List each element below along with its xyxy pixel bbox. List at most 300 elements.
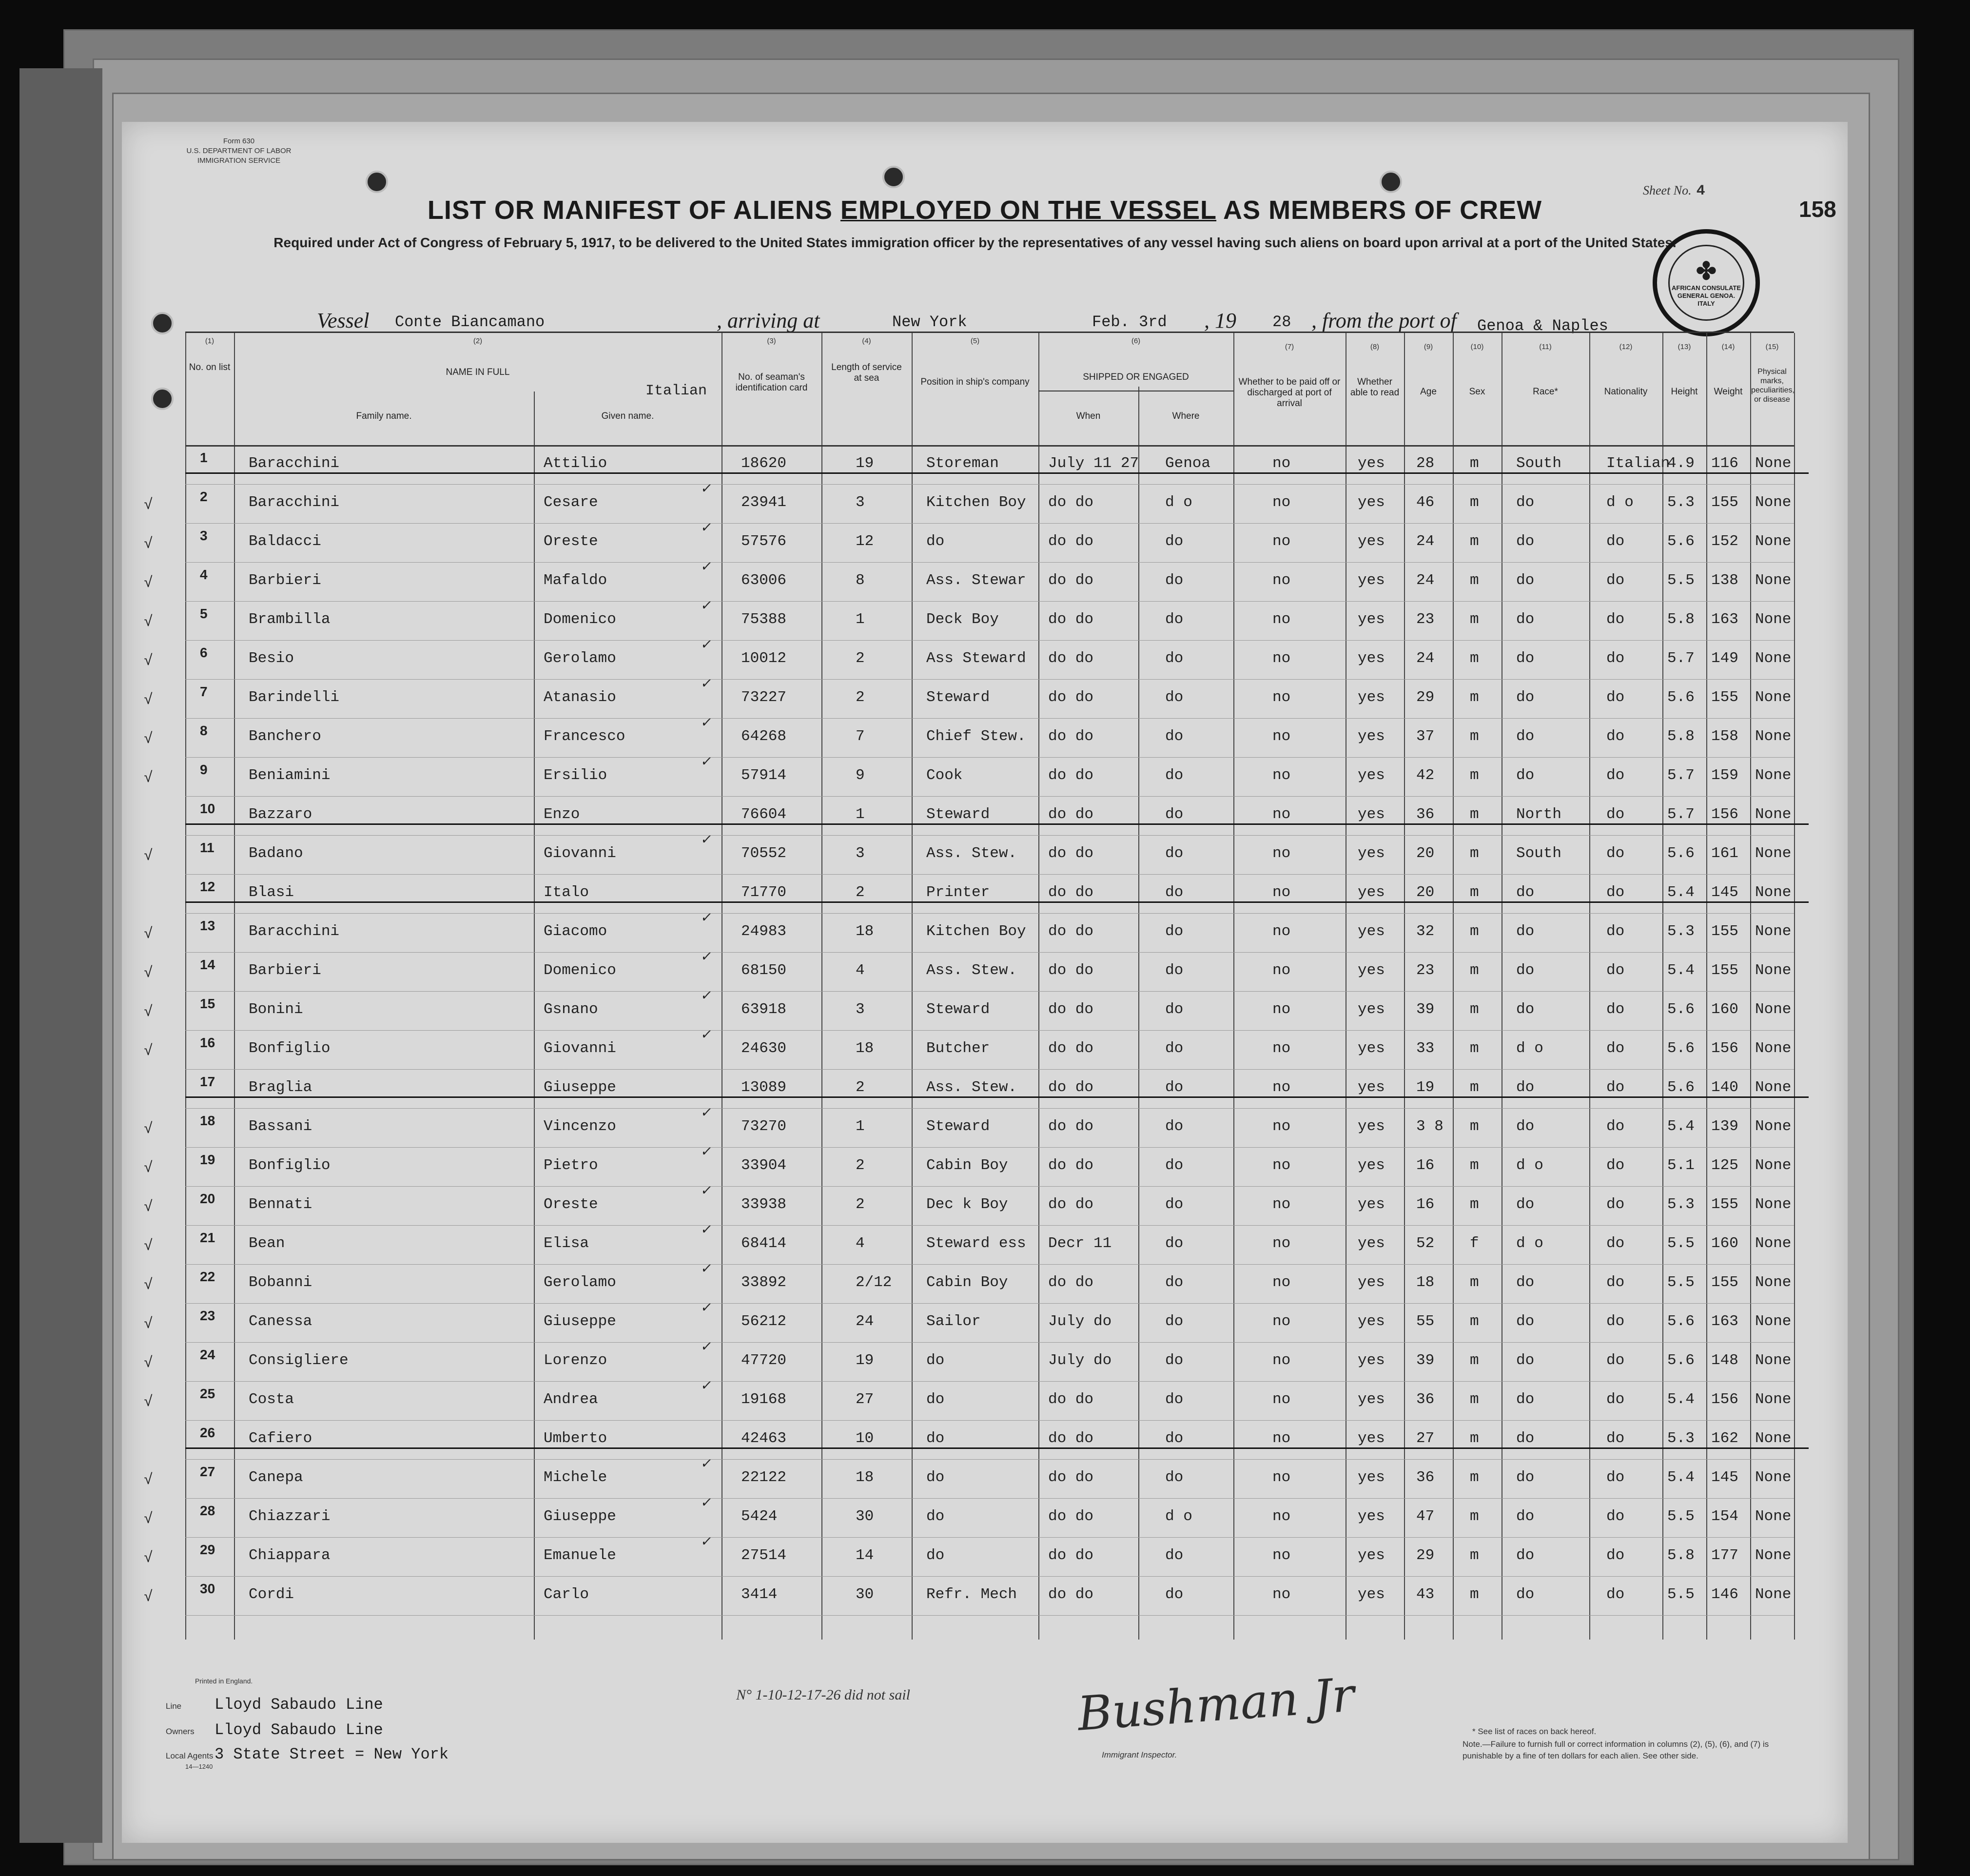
shipped-when: July 11 27 — [1048, 455, 1139, 472]
race: do — [1516, 1118, 1535, 1135]
punch-hole — [1380, 171, 1402, 193]
weight: 163 — [1711, 1313, 1738, 1330]
shipped-when: do do — [1048, 1274, 1094, 1291]
service-length: 3 — [856, 845, 865, 862]
given-name: Domenico — [544, 962, 616, 979]
age: 29 — [1416, 689, 1435, 706]
position: Deck Boy — [926, 611, 999, 628]
height: 5.8 — [1667, 611, 1695, 628]
physical-marks: None — [1755, 923, 1792, 940]
given-name: Giuseppe — [544, 1079, 616, 1096]
checkmark-icon: ✓ — [700, 1300, 713, 1317]
service-length: 9 — [856, 767, 865, 784]
row-rule — [185, 1069, 1794, 1070]
checkmark-icon: ✓ — [700, 1222, 713, 1239]
sex: m — [1470, 1157, 1479, 1174]
paid-off: no — [1272, 728, 1291, 745]
shipped-where: do — [1165, 806, 1184, 823]
service-length: 14 — [856, 1547, 874, 1564]
weight: 155 — [1711, 962, 1738, 979]
age: 36 — [1416, 806, 1435, 823]
row-number: 27 — [200, 1464, 215, 1479]
nationality: do — [1606, 767, 1625, 784]
binder-edge — [20, 68, 102, 1843]
age: 33 — [1416, 1040, 1435, 1057]
table-row — [144, 832, 1794, 883]
weight: 155 — [1711, 1274, 1738, 1291]
nationality: do — [1606, 1508, 1625, 1525]
col-num: (5) — [970, 337, 980, 345]
able-to-read: yes — [1358, 1157, 1385, 1174]
service-length: 19 — [856, 455, 874, 472]
col-num: (7) — [1285, 343, 1294, 351]
shipped-when: do do — [1048, 572, 1094, 589]
service: IMMIGRATION SERVICE — [197, 156, 281, 165]
family-name: Barbieri — [249, 962, 321, 979]
subtitle: Required under Act of Congress of February 5, 1917, to be delivered to the United States immigration officer by the representatives of any vessel having such aliens on board upon arrival at a port of the United States. — [273, 235, 1677, 250]
family-name: Costa — [249, 1391, 294, 1408]
height: 5.5 — [1667, 572, 1695, 589]
checkmark-icon: ✓ — [700, 715, 713, 732]
checkmark-icon: √ — [144, 1277, 153, 1294]
given-name: Attilio — [544, 455, 607, 472]
checkmark-icon: √ — [144, 692, 153, 709]
shipped-when: do do — [1048, 1118, 1094, 1135]
weight: 161 — [1711, 845, 1738, 862]
strikethrough-line — [185, 1096, 1809, 1098]
table-row — [144, 1300, 1794, 1351]
stamp-inner — [1668, 245, 1744, 321]
family-name: Baldacci — [249, 533, 321, 550]
position: Chief Stew. — [926, 728, 1026, 745]
paid-off: no — [1272, 767, 1291, 784]
age: 47 — [1416, 1508, 1435, 1525]
checkmark-icon: √ — [144, 1511, 153, 1528]
physical-marks: None — [1755, 1547, 1792, 1564]
row-rule — [185, 874, 1794, 875]
service-length: 1 — [856, 806, 865, 823]
sex: m — [1470, 1313, 1479, 1330]
paid-off: no — [1272, 1352, 1291, 1369]
age: 28 — [1416, 455, 1435, 472]
printed-note: Printed in England. — [195, 1677, 253, 1685]
nationality: do — [1606, 1079, 1625, 1096]
sex: m — [1470, 1586, 1479, 1603]
arriving-label: , arriving at — [717, 309, 820, 332]
given-name: Pietro — [544, 1157, 598, 1174]
weight: 146 — [1711, 1586, 1738, 1603]
checkmark-icon: √ — [144, 848, 153, 865]
able-to-read: yes — [1358, 923, 1385, 940]
sex: m — [1470, 962, 1479, 979]
consulate-stamp — [1653, 229, 1760, 336]
card-number: 18620 — [741, 455, 787, 472]
physical-marks: None — [1755, 1001, 1792, 1018]
row-rule — [185, 601, 1794, 602]
checkmark-icon: ✓ — [700, 832, 713, 849]
row-rule — [185, 952, 1794, 953]
shipped-when: do do — [1048, 1586, 1094, 1603]
nationality: do — [1606, 1235, 1625, 1252]
age: 16 — [1416, 1157, 1435, 1174]
height: 5.6 — [1667, 1352, 1695, 1369]
able-to-read: yes — [1358, 1079, 1385, 1096]
header-age: Age — [1420, 387, 1437, 397]
sex: m — [1470, 923, 1479, 940]
age: 18 — [1416, 1274, 1435, 1291]
shipped-where: do — [1165, 1391, 1184, 1408]
shipped-when: do do — [1048, 728, 1094, 745]
paid-off: no — [1272, 1040, 1291, 1057]
table-row — [144, 1456, 1794, 1507]
service-length: 27 — [856, 1391, 874, 1408]
row-rule — [185, 1381, 1794, 1382]
height: 5.6 — [1667, 845, 1695, 862]
checkmark-icon: √ — [144, 1355, 153, 1372]
checkmark-icon: ✓ — [700, 1105, 713, 1122]
service-length: 2 — [856, 689, 865, 706]
paid-off: no — [1272, 1391, 1291, 1408]
able-to-read: yes — [1358, 1508, 1385, 1525]
weight: 125 — [1711, 1157, 1738, 1174]
row-rule — [185, 1459, 1794, 1460]
race: do — [1516, 1196, 1535, 1213]
checkmark-icon: √ — [144, 1550, 153, 1567]
row-number: 24 — [200, 1347, 215, 1362]
weight: 177 — [1711, 1547, 1738, 1564]
family-name: Brambilla — [249, 611, 331, 628]
age: 36 — [1416, 1391, 1435, 1408]
height: 5.3 — [1667, 494, 1695, 511]
row-number: 7 — [200, 684, 208, 699]
given-name: Oreste — [544, 533, 598, 550]
nationality: do — [1606, 845, 1625, 862]
given-name: Vincenzo — [544, 1118, 616, 1135]
given-name: Giuseppe — [544, 1508, 616, 1525]
card-number: 73227 — [741, 689, 787, 706]
card-number: 24630 — [741, 1040, 787, 1057]
row-rule — [185, 1030, 1794, 1031]
row-number: 29 — [200, 1542, 215, 1557]
height: 5.5 — [1667, 1235, 1695, 1252]
position: do — [926, 533, 945, 550]
row-rule — [185, 1420, 1794, 1421]
physical-marks: None — [1755, 455, 1792, 472]
position: Printer — [926, 884, 990, 901]
checkmark-icon: ✓ — [700, 1456, 713, 1473]
shipped-when: July do — [1048, 1313, 1112, 1330]
position: Dec k Boy — [926, 1196, 1008, 1213]
able-to-read: yes — [1358, 1274, 1385, 1291]
position: Steward — [926, 1001, 990, 1018]
header-given: Given name. — [601, 411, 654, 421]
sex: m — [1470, 1547, 1479, 1564]
card-number: 68414 — [741, 1235, 787, 1252]
weight: 163 — [1711, 611, 1738, 628]
checkmark-icon: ✓ — [700, 988, 713, 1005]
strikethrough-line — [185, 823, 1809, 825]
height: 5.8 — [1667, 1547, 1695, 1564]
table-row — [144, 1495, 1794, 1546]
paid-off: no — [1272, 1586, 1291, 1603]
owners-label: Owners — [166, 1727, 195, 1736]
given-name: Ersilio — [544, 767, 607, 784]
weight: 138 — [1711, 572, 1738, 589]
service-length: 30 — [856, 1586, 874, 1603]
col-num: (2) — [473, 337, 483, 345]
arrival-port: New York — [892, 313, 967, 331]
race: d o — [1516, 1040, 1543, 1057]
col-num: (6) — [1131, 337, 1141, 345]
row-number: 11 — [200, 840, 215, 855]
physical-marks: None — [1755, 1352, 1792, 1369]
height: 5.8 — [1667, 728, 1695, 745]
checkmark-icon: √ — [144, 1394, 153, 1411]
page-number: 158 — [1799, 196, 1836, 222]
age: 19 — [1416, 1079, 1435, 1096]
agents-value: 3 State Street = New York — [215, 1745, 449, 1763]
department: U.S. DEPARTMENT OF LABOR — [186, 147, 292, 155]
manifest-sheet — [122, 122, 1848, 1843]
checkmark-icon: √ — [144, 653, 153, 670]
shipped-when: do do — [1048, 611, 1094, 628]
sex: m — [1470, 1274, 1479, 1291]
position: Ass. Stew. — [926, 1079, 1017, 1096]
vessel-label: Vessel — [317, 309, 370, 332]
weight: 140 — [1711, 1079, 1738, 1096]
weight: 145 — [1711, 1469, 1738, 1486]
race: do — [1516, 728, 1535, 745]
shipped-when: do do — [1048, 1430, 1094, 1447]
family-name: Canepa — [249, 1469, 303, 1486]
height: 5.3 — [1667, 923, 1695, 940]
able-to-read: yes — [1358, 1040, 1385, 1057]
nationality: do — [1606, 1430, 1625, 1447]
shipped-where: do — [1165, 1079, 1184, 1096]
age: 32 — [1416, 923, 1435, 940]
able-to-read: yes — [1358, 1586, 1385, 1603]
given-name: Michele — [544, 1469, 607, 1486]
height: 5.6 — [1667, 1313, 1695, 1330]
sex: m — [1470, 689, 1479, 706]
header-sex: Sex — [1469, 387, 1485, 397]
table-row — [144, 1378, 1794, 1429]
position: Refr. Mech — [926, 1586, 1017, 1603]
sex: m — [1470, 1118, 1479, 1135]
age: 27 — [1416, 1430, 1435, 1447]
family-name: Bazzaro — [249, 806, 312, 823]
family-name: Bassani — [249, 1118, 312, 1135]
able-to-read: yes — [1358, 1352, 1385, 1369]
height: 5.7 — [1667, 650, 1695, 667]
physical-marks: None — [1755, 650, 1792, 667]
owners-value: Lloyd Sabaudo Line — [215, 1721, 383, 1739]
shipped-when: do do — [1048, 533, 1094, 550]
weight: 162 — [1711, 1430, 1738, 1447]
sheet-label: Sheet No. — [1643, 183, 1692, 197]
race: do — [1516, 572, 1535, 589]
sex: m — [1470, 533, 1479, 550]
table-row — [144, 637, 1794, 688]
table-row — [144, 559, 1794, 610]
header-nationality: Nationality — [1604, 387, 1648, 397]
table-row — [185, 1425, 1794, 1468]
row-number: 4 — [200, 567, 208, 582]
form-meta — [176, 137, 302, 166]
service-length: 4 — [856, 962, 865, 979]
height: 5.5 — [1667, 1586, 1695, 1603]
shipped-where: do — [1165, 767, 1184, 784]
race: do — [1516, 1352, 1535, 1369]
physical-marks: None — [1755, 1118, 1792, 1135]
height: 5.6 — [1667, 1001, 1695, 1018]
given-name: Cesare — [544, 494, 598, 511]
paid-off: no — [1272, 455, 1291, 472]
shipped-where: do — [1165, 1430, 1184, 1447]
title-part-2: EMPLOYED ON THE VESSEL — [840, 195, 1217, 225]
row-number: 2 — [200, 489, 208, 504]
row-number: 17 — [200, 1074, 215, 1089]
position: Kitchen Boy — [926, 494, 1026, 511]
nationality: do — [1606, 1196, 1625, 1213]
table-row — [144, 1105, 1794, 1156]
race: d o — [1516, 1235, 1543, 1252]
table-row — [144, 910, 1794, 961]
position: Steward — [926, 806, 990, 823]
shipped-where: do — [1165, 1196, 1184, 1213]
height: 4.9 — [1667, 455, 1695, 472]
paid-off: no — [1272, 923, 1291, 940]
given-name: Giacomo — [544, 923, 607, 940]
card-number: 24983 — [741, 923, 787, 940]
physical-marks: None — [1755, 1040, 1792, 1057]
paid-off: no — [1272, 650, 1291, 667]
service-length: 24 — [856, 1313, 874, 1330]
physical-marks: None — [1755, 806, 1792, 823]
checkmark-icon: √ — [144, 614, 153, 631]
given-name: Atanasio — [544, 689, 616, 706]
family-name: Baracchini — [249, 923, 340, 940]
given-name: Gsnano — [544, 1001, 598, 1018]
physical-marks: None — [1755, 611, 1792, 628]
sex: m — [1470, 455, 1479, 472]
card-number: 68150 — [741, 962, 787, 979]
nationality: do — [1606, 1586, 1625, 1603]
position: Ass. Stewar — [926, 572, 1026, 589]
shipped-where: do — [1165, 689, 1184, 706]
service-length: 2 — [856, 1196, 865, 1213]
age: 20 — [1416, 884, 1435, 901]
race: South — [1516, 845, 1562, 862]
checkmark-icon: √ — [144, 1043, 153, 1060]
given-name: Italo — [544, 884, 589, 901]
service-length: 18 — [856, 1040, 874, 1057]
inspector-label: Immigrant Inspector. — [1102, 1750, 1177, 1759]
table-row — [144, 988, 1794, 1039]
nationality: do — [1606, 1274, 1625, 1291]
stamp-text: AFRICAN CONSULATE GENERAL GENOA. ITALY — [1671, 284, 1741, 307]
shipped-when: do do — [1048, 884, 1094, 901]
sex: m — [1470, 1469, 1479, 1486]
line-label: Line — [166, 1701, 182, 1711]
row-number: 30 — [200, 1581, 215, 1596]
card-number: 57914 — [741, 767, 787, 784]
position: Sailor — [926, 1313, 981, 1330]
physical-marks: None — [1755, 884, 1792, 901]
row-rule — [185, 523, 1794, 524]
agents-label: Local Agents — [166, 1751, 214, 1760]
family-name: Banchero — [249, 728, 321, 745]
weight: 155 — [1711, 494, 1738, 511]
col-num: (4) — [862, 337, 871, 345]
given-name: Mafaldo — [544, 572, 607, 589]
age: 24 — [1416, 572, 1435, 589]
nationality: do — [1606, 923, 1625, 940]
physical-marks: None — [1755, 1274, 1792, 1291]
able-to-read: yes — [1358, 1118, 1385, 1135]
card-number: 13089 — [741, 1079, 787, 1096]
header-name: NAME IN FULL — [446, 367, 510, 377]
shipped-when: do do — [1048, 1508, 1094, 1525]
paid-off: no — [1272, 962, 1291, 979]
sex: m — [1470, 1040, 1479, 1057]
nationality: Italian — [1606, 455, 1670, 472]
header-race: Race* — [1533, 387, 1558, 397]
position: Steward — [926, 1118, 990, 1135]
checkmark-icon: √ — [144, 536, 153, 553]
shipped-where: do — [1165, 962, 1184, 979]
checkmark-icon: √ — [144, 1316, 153, 1333]
header-rule — [185, 445, 1794, 447]
shipped-where: do — [1165, 1235, 1184, 1252]
paid-off: no — [1272, 884, 1291, 901]
header-service: Length of service at sea — [831, 362, 902, 383]
paid-off: no — [1272, 1508, 1291, 1525]
paid-off: no — [1272, 806, 1291, 823]
weight: 158 — [1711, 728, 1738, 745]
able-to-read: yes — [1358, 728, 1385, 745]
col-num: (3) — [767, 337, 776, 345]
shipped-where: do — [1165, 728, 1184, 745]
family-name: Bonfiglio — [249, 1040, 331, 1057]
card-number: 33892 — [741, 1274, 787, 1291]
nationality: do — [1606, 572, 1625, 589]
able-to-read: yes — [1358, 533, 1385, 550]
weight: 156 — [1711, 806, 1738, 823]
card-number: 64268 — [741, 728, 787, 745]
shipped-when: do do — [1048, 1547, 1094, 1564]
inspector-signature: Bushman Jr — [1075, 1667, 1356, 1741]
physical-marks: None — [1755, 1196, 1792, 1213]
family-name: Chiappara — [249, 1547, 331, 1564]
col-num: (8) — [1370, 343, 1380, 351]
service-length: 19 — [856, 1352, 874, 1369]
shipped-where: do — [1165, 1586, 1184, 1603]
family-name: Cordi — [249, 1586, 294, 1603]
race: do — [1516, 962, 1535, 979]
position: Ass. Stew. — [926, 962, 1017, 979]
sex: m — [1470, 1079, 1479, 1096]
position: Cabin Boy — [926, 1274, 1008, 1291]
table-row — [144, 1581, 1794, 1624]
card-number: 47720 — [741, 1352, 787, 1369]
race: do — [1516, 611, 1535, 628]
row-number: 16 — [200, 1035, 215, 1050]
row-rule — [185, 757, 1794, 758]
nationality: do — [1606, 1391, 1625, 1408]
checkmark-icon: √ — [144, 1121, 153, 1138]
card-number: 63918 — [741, 1001, 787, 1018]
